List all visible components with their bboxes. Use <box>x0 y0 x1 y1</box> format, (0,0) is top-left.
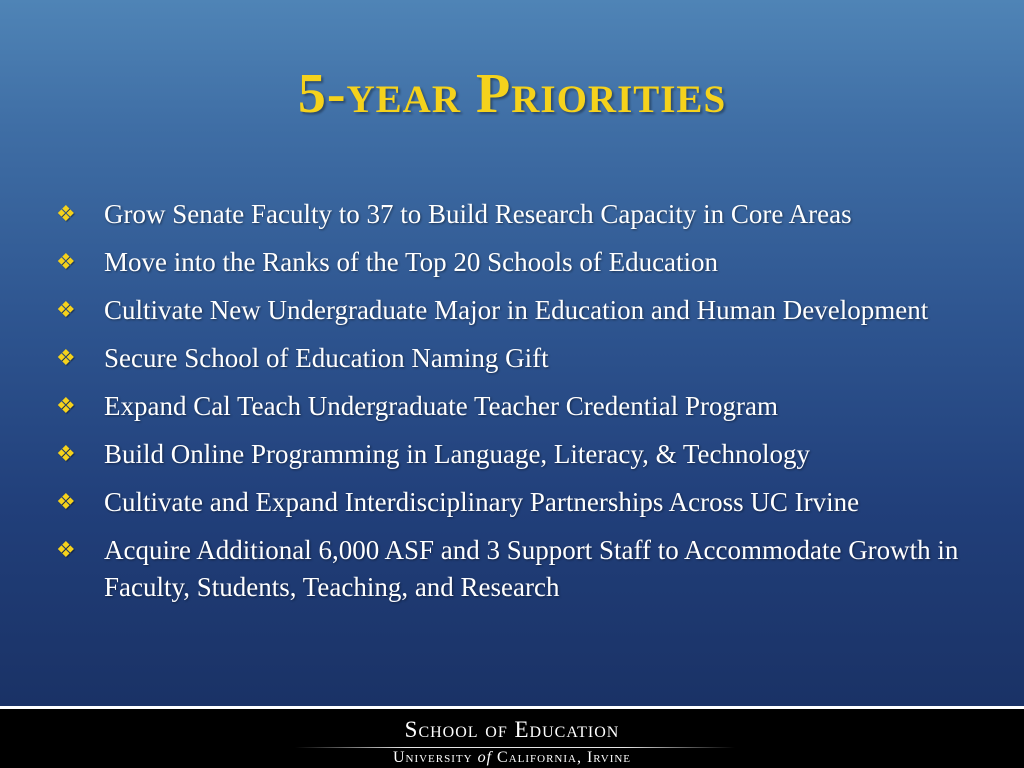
footer-school-name: School of Education <box>404 717 620 742</box>
diamond-bullet-icon: ❖ <box>56 490 76 515</box>
diamond-bullet-icon: ❖ <box>56 538 76 563</box>
list-item <box>56 292 996 329</box>
list-item <box>56 244 996 281</box>
list-item <box>56 484 996 521</box>
footer-university-post: California, Irvine <box>492 749 632 766</box>
diamond-bullet-icon: ❖ <box>56 202 76 227</box>
diamond-bullet-icon: ❖ <box>56 442 76 467</box>
list-item-text: Acquire Additional 6,000 ASF and 3 Support Staff to Accommodate Growth in Faculty, Students, Teaching, and Research <box>104 535 959 602</box>
diamond-bullet-icon: ❖ <box>56 298 76 323</box>
footer-university-pre: University <box>392 749 478 766</box>
list-item-text: Move into the Ranks of the Top 20 Schools of Education <box>104 247 719 277</box>
list-item-text: Grow Senate Faculty to 37 to Build Research Capacity in Core Areas <box>104 199 852 229</box>
footer-divider <box>295 747 735 748</box>
footer-bar <box>0 706 1024 768</box>
list-item <box>56 532 996 606</box>
priority-list <box>56 196 996 617</box>
list-item <box>56 196 996 233</box>
diamond-bullet-icon: ❖ <box>56 394 76 419</box>
diamond-bullet-icon: ❖ <box>56 250 76 275</box>
list-item <box>56 388 996 425</box>
diamond-bullet-icon: ❖ <box>56 346 76 371</box>
list-item <box>56 340 996 377</box>
slide-title: 5-year Priorities <box>297 63 727 125</box>
list-item-text: Cultivate and Expand Interdisciplinary Partnerships Across UC Irvine <box>104 487 860 517</box>
footer-university-name <box>0 749 1024 767</box>
list-item-text: Secure School of Education Naming Gift <box>104 343 549 373</box>
footer-university-of: of <box>477 749 493 766</box>
list-item-text: Cultivate New Undergraduate Major in Education and Human Development <box>104 295 929 325</box>
list-item-text: Expand Cal Teach Undergraduate Teacher Credential Program <box>104 391 778 421</box>
list-item-text: Build Online Programming in Language, Literacy, & Technology <box>104 439 810 469</box>
list-item <box>56 436 996 473</box>
